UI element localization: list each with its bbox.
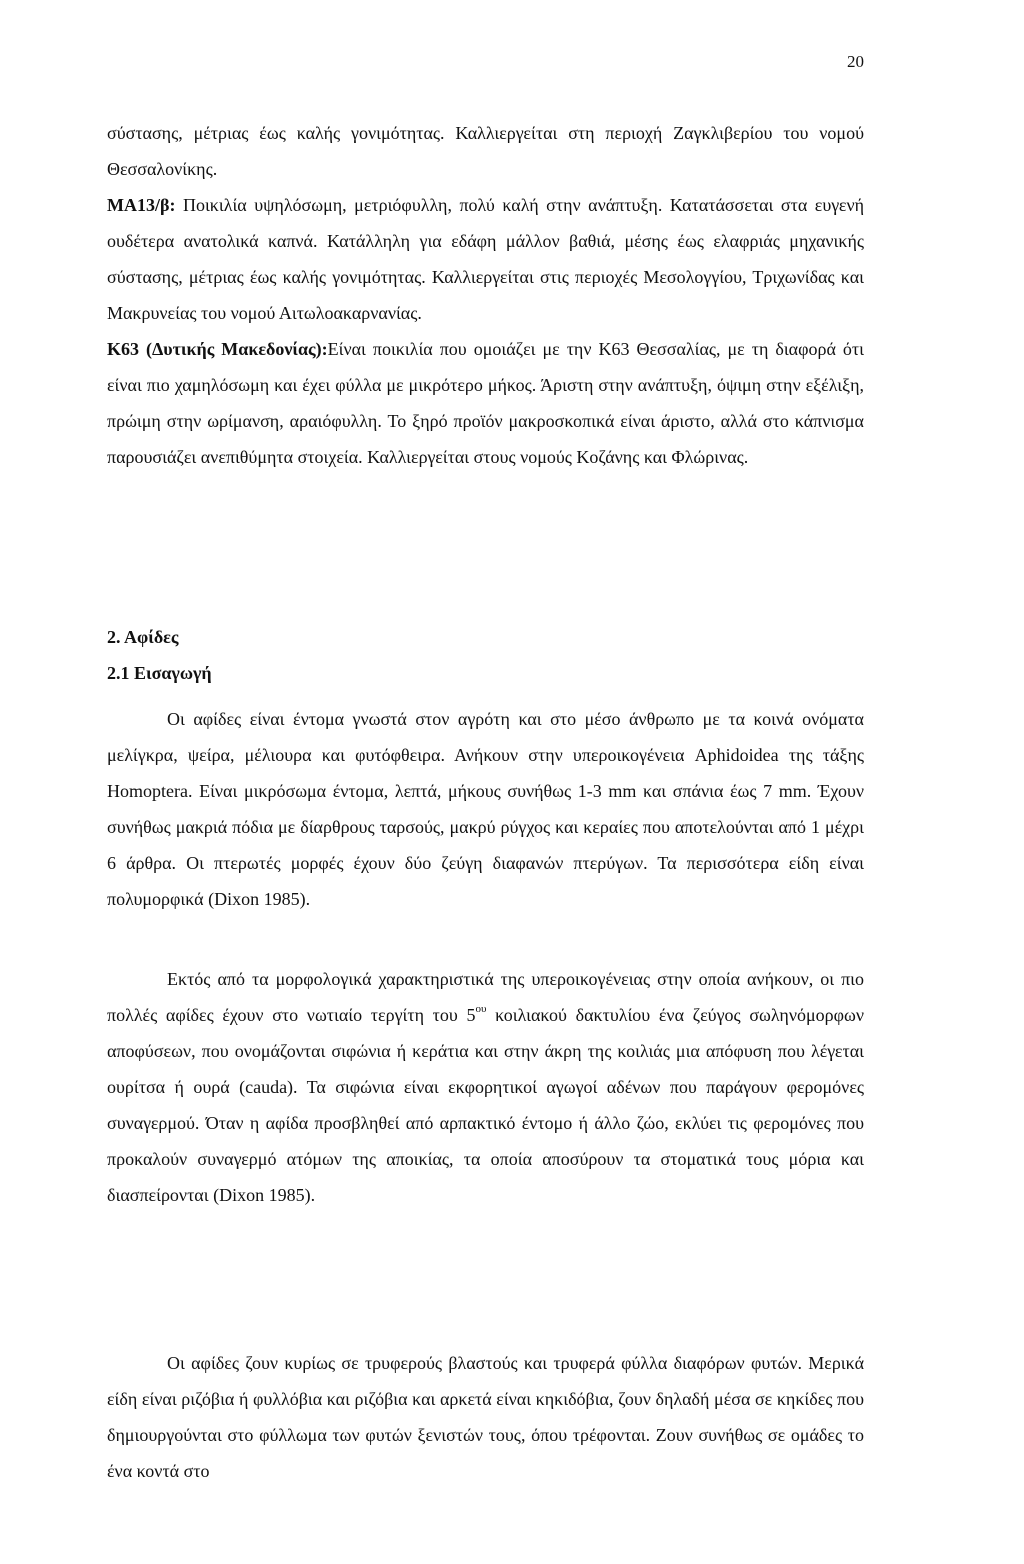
variety-ma13 — [107, 187, 864, 331]
paragraph-continuation: σύστασης, μέτριας έως καλής γονιμότητας. Καλλιεργείται στη περιοχή Ζαγκλιβερίου του νομού Θεσσαλονίκης. — [107, 123, 864, 179]
paragraph-morphology-part1: Εκτός από τα μορφολογικά χαρακτηριστικά της υπεροικογένειας στην οποία ανήκουν, οι πιο πολλές αφίδες έχουν στο νωτιαίο τεργίτη του 5 — [107, 969, 864, 1025]
variety-ma13-text: Ποικιλία υψηλόσωμη, μετριόφυλλη, πολύ καλή στην ανάπτυξη. Κατατάσσεται στα ευγενή ουδέτερα ανατολικά καπνά. Κατάλληλη για εδάφη μάλλον βαθιά, μέσης έως ελαφριάς μηχανικής σύστασης, μέτριας έως καλής γονιμότητας. Καλλιεργείται στις περιοχές Μεσολογγίου, Τριχωνίδας και Μακρυνείας του νομού Αιτωλοακαρνανίας. — [107, 195, 864, 323]
variety-k63 — [107, 331, 864, 475]
subsection-heading: 2.1 Εισαγωγή — [107, 663, 212, 683]
morphology-block — [107, 961, 864, 1213]
varieties-block — [107, 115, 864, 475]
variety-k63-label: Κ63 (Δυτικής Μακεδονίας): — [107, 339, 328, 359]
page-number: 20 — [847, 52, 864, 71]
paragraph-morphology — [107, 961, 864, 1213]
intro-block — [107, 701, 864, 917]
paragraph-intro: Οι αφίδες είναι έντομα γνωστά στον αγρότη και στο μέσο άνθρωπο με τα κοινά ονόματα μελίγκρα, ψείρα, μέλιουρα και φυτόφθειρα. Ανήκουν στην υπεροικογένεια Aphidoidea της τάξης Homoptera. Είναι μικρόσωμα έντομα, λεπτά, μήκους συνήθως 1-3 mm και σπάνια έως 7 mm. Έχουν συνήθως μακριά πόδια με δίαρθρους ταρσούς, μακρύ ρύγχος και κεραίες που αποτελούνται από 1 μέχρι 6 άρθρα. Οι πτερωτές μορφές έχουν δύο ζεύγη διαφανών πτερύγων. Τα περισσότερα είδη είναι πολυμορφικά (Dixon 1985). — [107, 709, 864, 909]
variety-k63-text: Είναι ποικιλία που ομοιάζει με την Κ63 Θεσσαλίας, με τη διαφορά ότι είναι πιο χαμηλόσωμη και έχει φύλλα με μικρότερο μήκος. Άριστη στην ανάπτυξη, όψιμη στην εξέλιξη, πρώιμη στην ωρίμανση, αραιόφυλλη. Το ξηρό προϊόν μακροσκοπικά είναι άριστο, αλλά στο κάπνισμα παρουσιάζει ανεπιθύμητα στοιχεία. Καλλιεργείται στους νομούς Κοζάνης και Φλώρινας. — [107, 339, 864, 467]
hosts-block — [107, 1345, 864, 1489]
section-heading: 2. Αφίδες — [107, 627, 179, 647]
paragraph-hosts: Οι αφίδες ζουν κυρίως σε τρυφερούς βλαστούς και τρυφερά φύλλα διαφόρων φυτών. Μερικά είδη είναι ριζόβια ή φυλλόβια και ριζόβια και αρκετά είναι κηκιδόβια, ζουν δηλαδή μέσα σε κηκίδες που δημιουργούνται στο φύλλωμα των φυτών ξενιστών τους, όπου τρέφονται. Ζουν συνήθως σε ομάδες το ένα κοντά στο — [107, 1353, 864, 1481]
variety-ma13-label: ΜΑ13/β: — [107, 195, 176, 215]
headings-block — [107, 619, 864, 691]
paragraph-morphology-part2: κοιλιακού δακτυλίου ένα ζεύγος σωληνόμορφων αποφύσεων, που ονομάζονται σιφώνια ή κεράτια και στην άκρη της κοιλιάς μια απόφυση που λέγεται ουρίτσα ή ουρά (cauda). Τα σιφώνια είναι εκφορητικοί αγωγοί αδένων που παράγουν φερομόνες συναγερμού. Όταν η αφίδα προσβληθεί από αρπακτικό έντομο ή άλλο ζώο, εκλύει τις φερομόνες που προκαλούν συναγερμό ατόμων της αποικίας, τα οποία αποσύρουν τα στοματικά τους μόρια και διασπείρονται (Dixon 1985). — [107, 1005, 864, 1205]
ordinal-superscript: ου — [475, 1003, 487, 1015]
